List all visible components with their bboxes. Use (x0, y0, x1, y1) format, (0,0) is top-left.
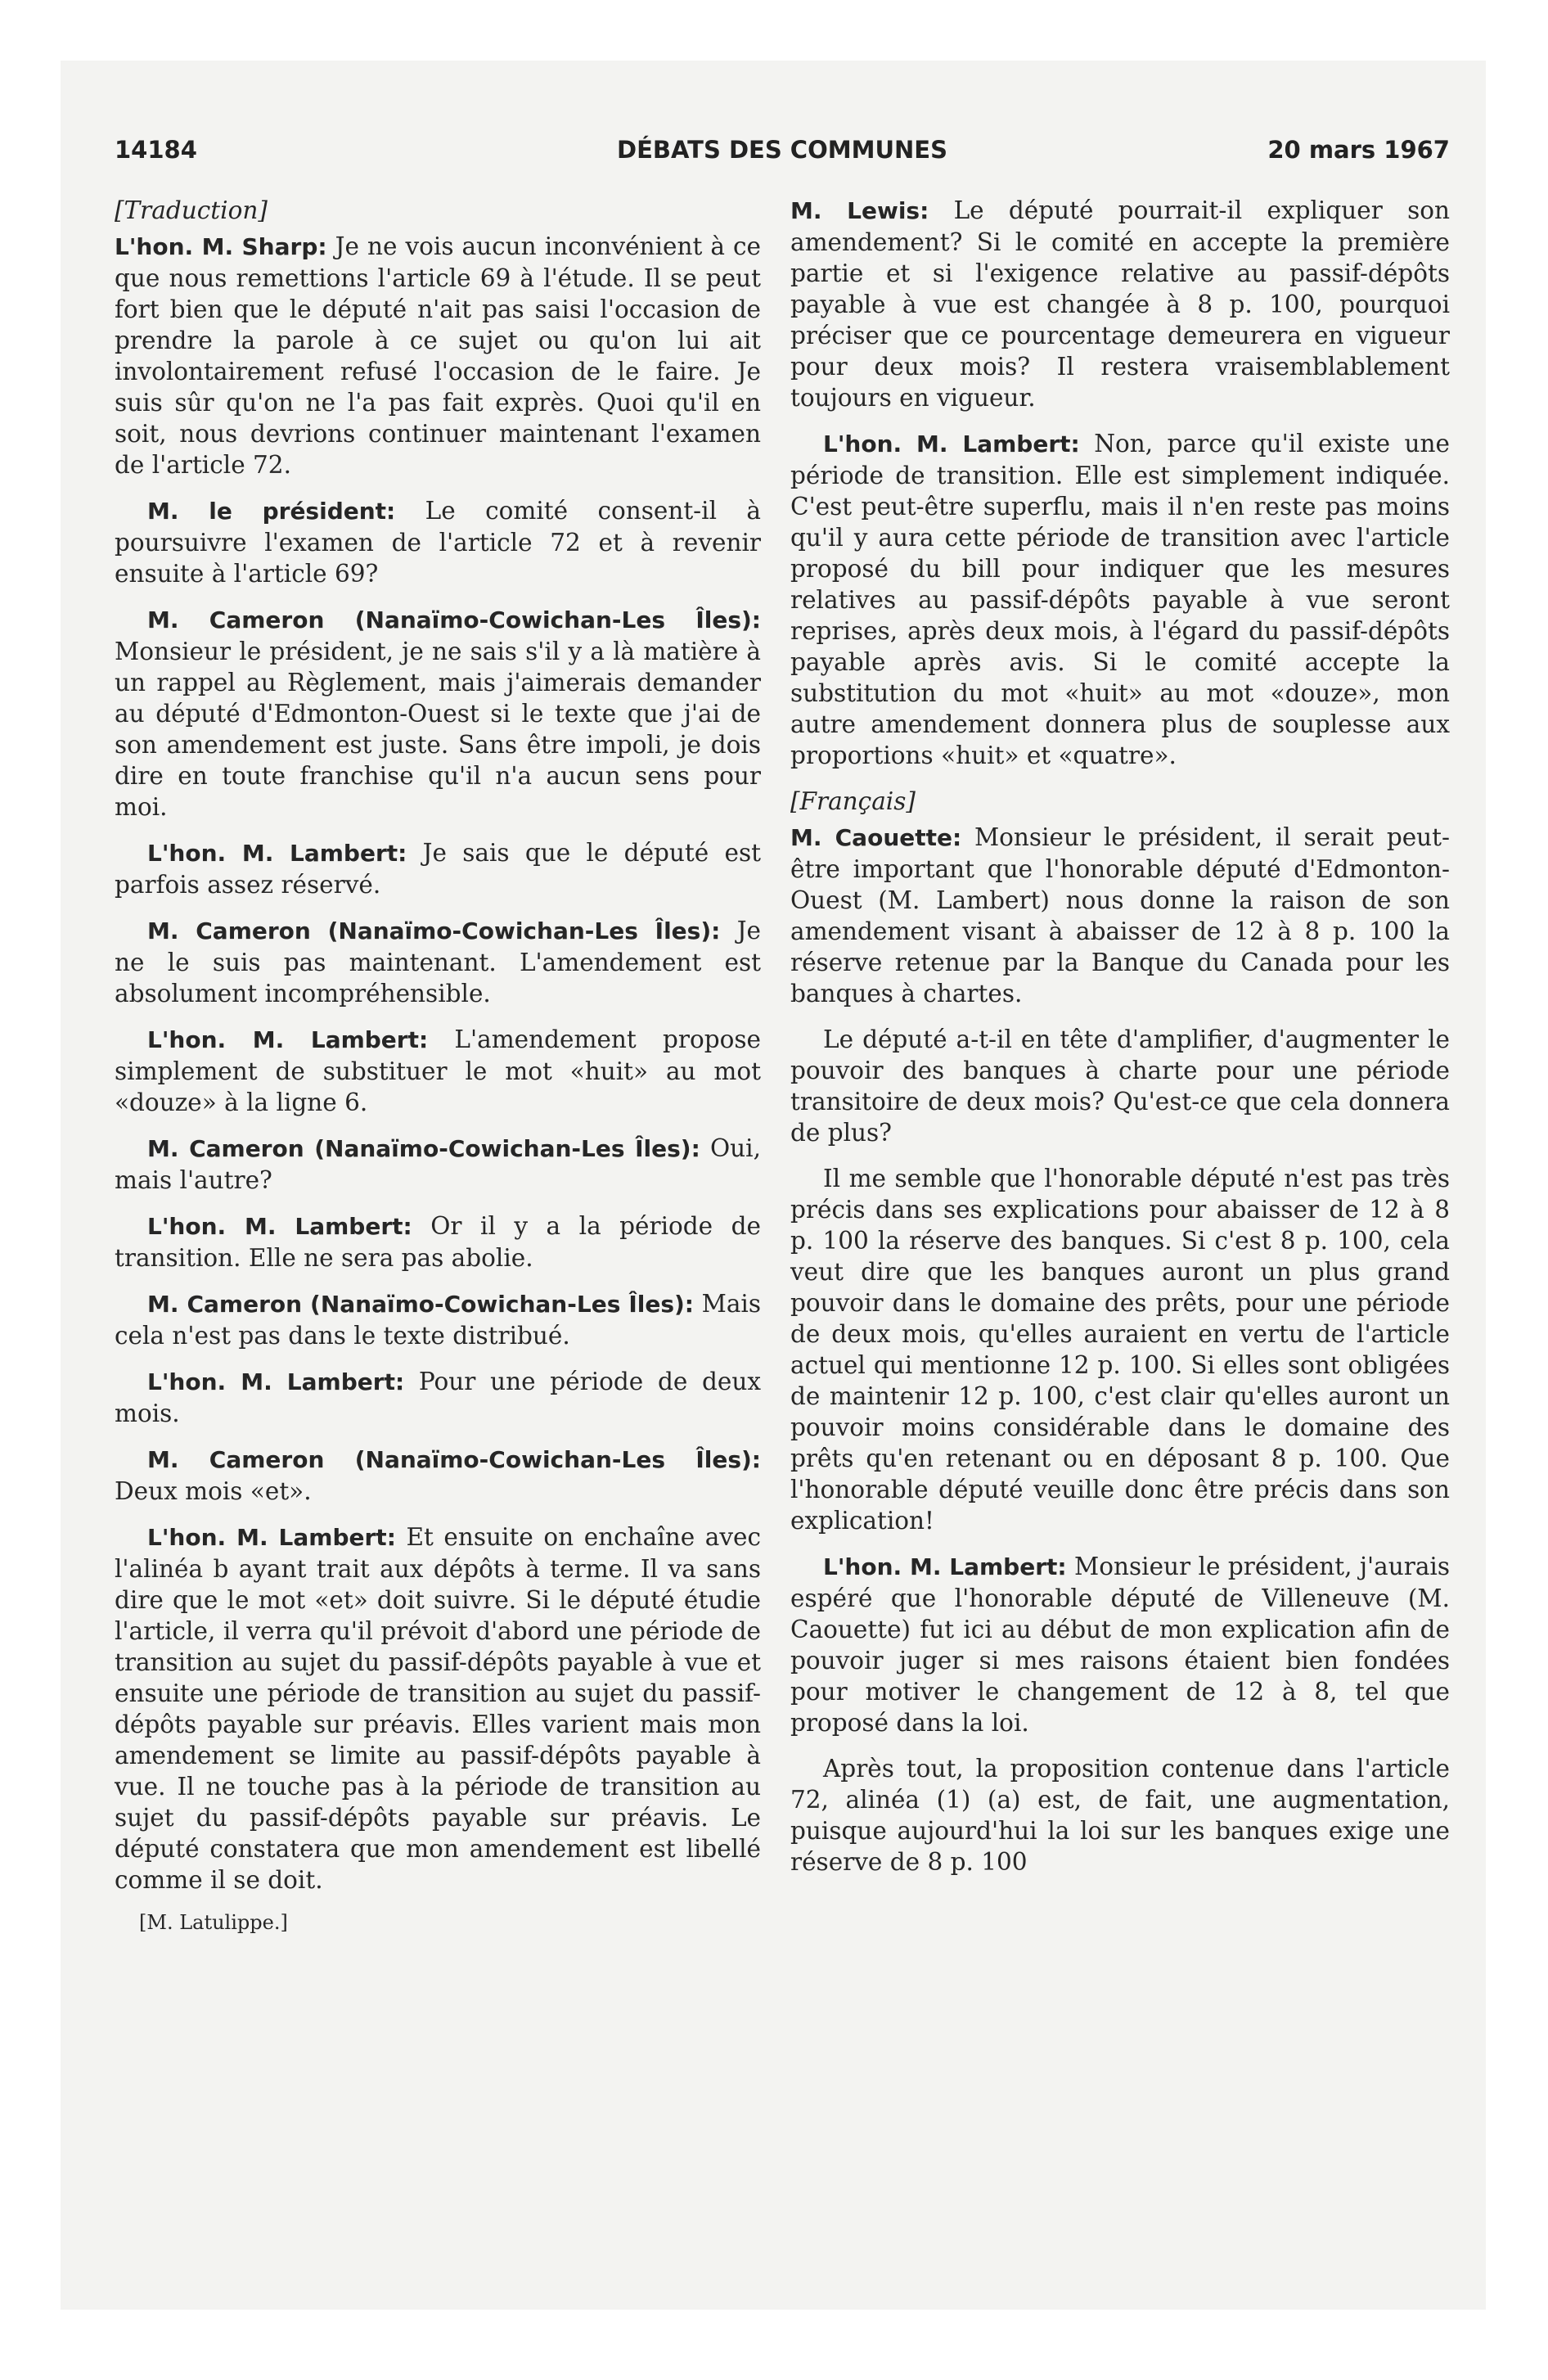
paragraph (115, 1210, 761, 1273)
speaker: M. Cameron (Nanaïmo-Cowichan-Les Îles): (147, 1291, 695, 1318)
paragraph (115, 604, 761, 823)
paragraph (115, 231, 761, 480)
page-title: DÉBATS DES COMMUNES (617, 136, 947, 164)
speaker: M. Cameron (Nanaïmo-Cowichan-Les Îles): (147, 606, 761, 633)
left-column (115, 195, 761, 1935)
speaker: L'hon. M. Lambert: (823, 430, 1080, 458)
speaker: M. Lewis: (790, 197, 929, 224)
paragraph (790, 428, 1450, 771)
paragraph-text: Non, parce qu'il existe une période de transition. Elle est simplement indiquée. C'est peut-être superflu, mais il n'en reste pas moins qu'il y aura cette période de transition avec l'article proposé du bill pour indiquer que les mesures relatives au passif-dépôts payable à vue seront reprises, après deux mois, à l'égard du passif-dépôts payable après avis. Si le comité accepte la substitution du mot «huit» au mot «douze», mon autre amendement donnera plus de souplesse aux proportions «huit» et «quatre». (790, 430, 1450, 769)
paragraph-text: L'amendement propose simplement de substituer le mot «huit» au mot «douze» à la ligne 6. (115, 1025, 761, 1116)
paragraph-text: Après tout, la proposition contenue dans l'article 72, alinéa (1) (a) est, de fait, une augmentation, puisque aujourd'hui la loi sur les banques exige une réserve de 8 p. 100 (790, 1755, 1450, 1876)
speaker: L'hon. M. Sharp: (115, 233, 327, 260)
speaker: L'hon. M. Lambert: (147, 1213, 412, 1240)
speaker: L'hon. M. Lambert: (147, 1524, 396, 1551)
paragraph-text: Je ne le suis pas maintenant. L'amendement est absolument incompréhensible. (115, 917, 761, 1007)
speaker: L'hon. M. Lambert: (147, 1368, 405, 1395)
speaker: L'hon. M. Lambert: (147, 1026, 429, 1053)
paragraph-text: Monsieur le président, je ne sais s'il y a là matière à un rappel au Règlement, mais j'aimerais demander au député d'Edmonton-Ouest si le texte que j'ai de son amendement est juste. Sans être impoli, je dois dire en toute franchise qu'il n'a aucun sens pour moi. (115, 638, 761, 821)
paragraph (790, 822, 1450, 1009)
paragraph (790, 1163, 1450, 1536)
paragraph-text: Monsieur le président, j'aurais espéré que l'honorable député de Villeneuve (M. Caouette) fut ici au début de mon explication afin de pouvoir juger si mes raisons étaient bien fondées pour motiver le changement de 12 à 8, tel que proposé dans la loi. (790, 1553, 1450, 1737)
paragraph-text: Et ensuite on enchaîne avec l'alinéa b ayant trait aux dépôts à terme. Il va sans dire que le mot «et» doit suivre. Si le député étudie l'article, il verra qu'il prévoit d'abord une période de transition au sujet du passif-dépôts payable à vue et ensuite une période de transition au sujet du passif-dépôts payable sur préavis. Elles varient mais mon amendement se limite au passif-dépôts payable à vue. Il ne touche pas à la période de transition au sujet du passif-dépôts payable sur préavis. Le député constatera que mon amendement est libellé comme il se doit. (115, 1523, 761, 1894)
page-date: 20 mars 1967 (1267, 136, 1450, 164)
paragraph (115, 837, 761, 900)
paragraph-text: Oui, mais l'autre? (115, 1134, 761, 1194)
speaker: L'hon. M. Lambert: (823, 1553, 1067, 1580)
paragraph-text: Je sais que le député est parfois assez réservé. (115, 839, 761, 899)
paragraph (115, 1521, 761, 1895)
paragraph-text: Il me semble que l'honorable député n'est pas très précis dans ses explications pour abaisser de 12 à 8 p. 100 la réserve des banques. Si c'est 8 p. 100, cela veut dire que les banques auront un plus grand pouvoir dans le domaine des prêts, pour une période de deux mois, qu'elles auraient en vertu de l'article actuel qui mentionne 12 p. 100. Si elles sont obligées de maintenir 12 p. 100, c'est clair qu'elles auront un pouvoir moins considérable dans le domaine des prêts qu'en retenant ou en déposant 8 p. 100. Que l'honorable député veuille donc être précis dans son explication! (790, 1165, 1450, 1535)
paragraph (115, 1444, 761, 1507)
paragraph (790, 1551, 1450, 1738)
paragraph-text: Le député a-t-il en tête d'amplifier, d'augmenter le pouvoir des banques à charte pour une période transitoire de deux mois? Qu'est-ce que cela donnera de plus? (790, 1025, 1450, 1147)
paragraph-text: Monsieur le président, il serait peut-être important que l'honorable député d'Edmonton-Ouest (M. Lambert) nous donne la raison de son amendement visant à abaisser de 12 à 8 p. 100 la réserve retenue par la Banque du Canada pour les banques à chartes. (790, 823, 1450, 1007)
paragraph (115, 1366, 761, 1429)
language-tag: [Traduction] (115, 196, 268, 224)
paragraph-text: Je ne vois aucun inconvénient à ce que nous remettions l'article 69 à l'étude. Il se peut fort bien que le député n'ait pas saisi l'occasion de prendre la parole à ce sujet ou qu'on lui ait involontairement refusé l'occasion de le faire. Je suis sûr qu'on ne l'a pas fait exprès. Quoi qu'il en soit, nous devrions continuer maintenant l'examen de l'article 72. (115, 232, 761, 479)
right-column (790, 195, 1450, 1892)
speaker: M. Cameron (Nanaïmo-Cowichan-Les Îles): (147, 917, 721, 944)
speaker: M. Cameron (Nanaïmo-Cowichan-Les Îles): (147, 1446, 761, 1473)
footnote: [M. Latulippe.] (139, 1911, 288, 1934)
speaker: L'hon. M. Lambert: (147, 840, 407, 867)
paragraph (115, 1133, 761, 1196)
language-tag: [Français] (790, 787, 916, 815)
paragraph (790, 1024, 1450, 1148)
paragraph-text: Le député pourrait-il expliquer son amendement? Si le comité en accepte la première partie et si l'exigence relative au passif-dépôts payable à vue est changée à 8 p. 100, pourquoi préciser que ce pourcentage demeurera en vigueur pour deux mois? Il restera vraisemblablement toujours en vigueur. (790, 196, 1450, 412)
speaker: M. Cameron (Nanaïmo-Cowichan-Les Îles): (147, 1135, 700, 1162)
page-header (115, 136, 1450, 169)
paragraph-text: Pour une période de deux mois. (115, 1368, 761, 1427)
paragraph-text: Mais cela n'est pas dans le texte distribué. (115, 1290, 761, 1350)
paragraph (115, 915, 761, 1009)
speaker: M. Caouette: (790, 824, 962, 851)
paragraph (790, 195, 1450, 413)
paragraph (115, 495, 761, 589)
page-number: 14184 (115, 136, 197, 164)
paragraph (115, 1288, 761, 1351)
paragraph (115, 1024, 761, 1118)
paragraph-text: Or il y a la période de transition. Elle ne sera pas abolie. (115, 1212, 761, 1272)
paragraph-text: Le comité consent-il à poursuivre l'examen de l'article 72 et à revenir ensuite à l'article 69? (115, 497, 761, 588)
paragraph-text: Deux mois «et». (115, 1477, 312, 1505)
paragraph (790, 1753, 1450, 1877)
speaker: M. le président: (147, 498, 396, 525)
